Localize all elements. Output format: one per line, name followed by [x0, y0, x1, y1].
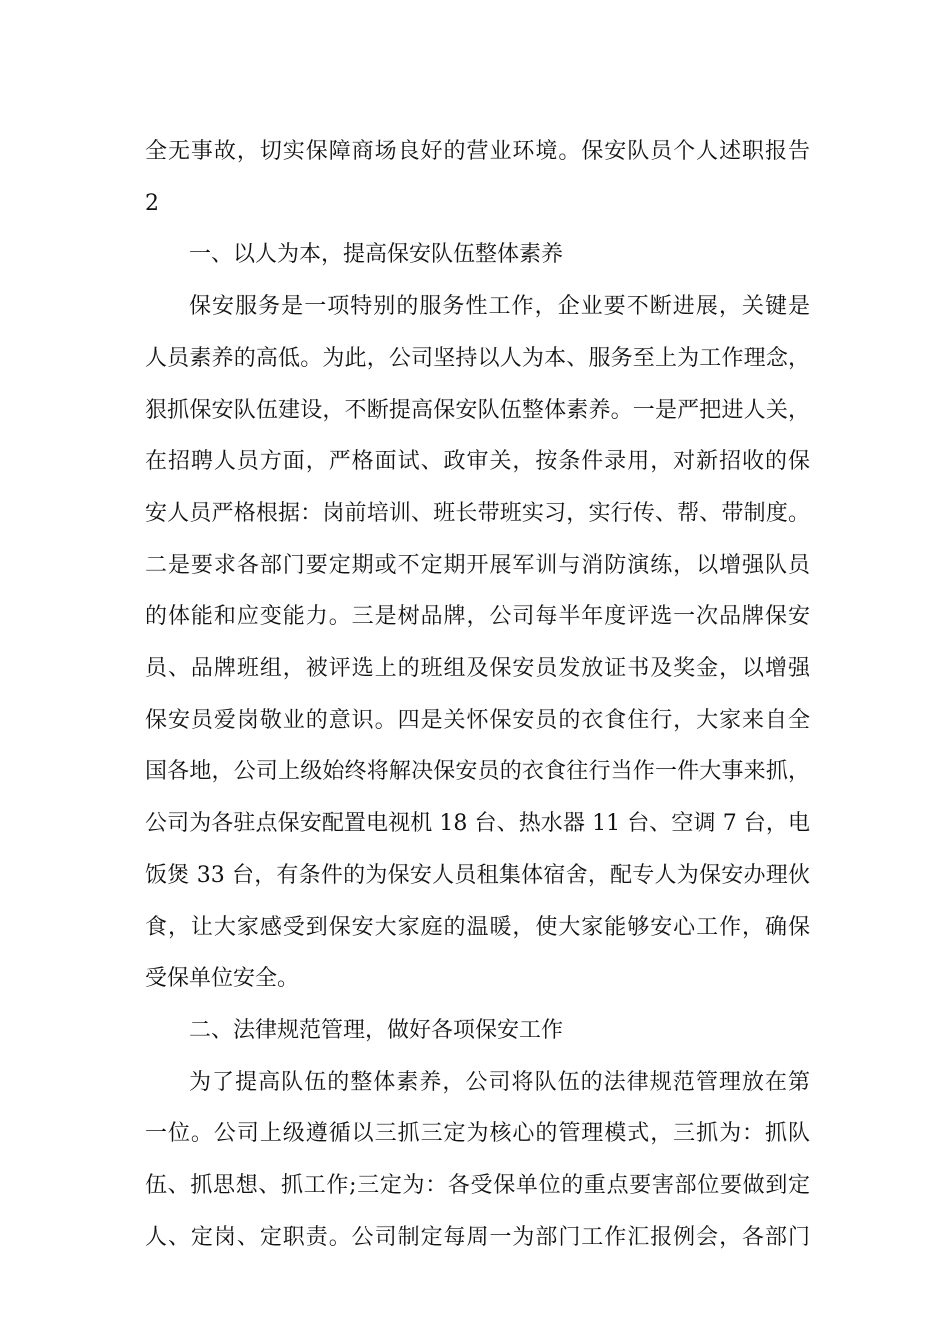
text-line: 二是要求各部门要定期或不定期开展军训与消防演练，以增强队员 [145, 552, 810, 578]
text-line: 2 [145, 190, 159, 216]
section-heading: 一、以人为本，提高保安队伍整体素养 [189, 242, 564, 268]
section-heading: 二、法律规范管理，做好各项保安工作 [189, 1017, 564, 1043]
text-line: 狠抓保安队伍建设，不断提高保安队伍整体素养。一是严把进人关， [145, 397, 810, 423]
text-line: 保安员爱岗敬业的意识。四是关怀保安员的衣食住行，大家来自全 [145, 707, 810, 733]
text-line: 保安服务是一项特别的服务性工作，企业要不断进展，关键是 [189, 294, 810, 320]
document-body [145, 126, 810, 1263]
text-line: 国各地，公司上级始终将解决保安员的衣食往行当作一件大事来抓， [145, 759, 810, 785]
text-line: 人、定岗、定职责。公司制定每周一为部门工作汇报例会，各部门 [145, 1224, 810, 1250]
text-line: 伍、抓思想、抓工作;三定为：各受保单位的重点要害部位要做到定 [145, 1173, 810, 1199]
text-line: 的体能和应变能力。三是树品牌，公司每半年度评选一次品牌保安 [145, 604, 810, 630]
text-line: 员、品牌班组，被评选上的班组及保安员发放证书及奖金，以增强 [145, 656, 810, 682]
text-line: 为了提高队伍的整体素养，公司将队伍的法律规范管理放在第 [189, 1069, 810, 1095]
text-line: 在招聘人员方面，严格面试、政审关，按条件录用，对新招收的保 [145, 449, 810, 475]
text-line: 全无事故，切实保障商场良好的营业环境。保安队员个人述职报告 [145, 139, 810, 164]
text-line: 安人员严格根据：岗前培训、班长带班实习，实行传、帮、带制度。 [145, 500, 810, 526]
text-line: 食，让大家感受到保安大家庭的温暖，使大家能够安心工作，确保 [145, 914, 810, 940]
text-line: 人员素养的高低。为此，公司坚持以人为本、服务至上为工作理念， [145, 345, 810, 371]
text-line: 饭煲 33 台，有条件的为保安人员租集体宿舍，配专人为保安办理伙 [145, 862, 810, 888]
text-line: 公司为各驻点保安配置电视机 18 台、热水器 11 台、空调 7 台，电 [145, 811, 810, 837]
text-line: 一位。公司上级遵循以三抓三定为核心的管理模式，三抓为：抓队 [145, 1121, 810, 1147]
text-line: 受保单位安全。 [145, 966, 300, 992]
